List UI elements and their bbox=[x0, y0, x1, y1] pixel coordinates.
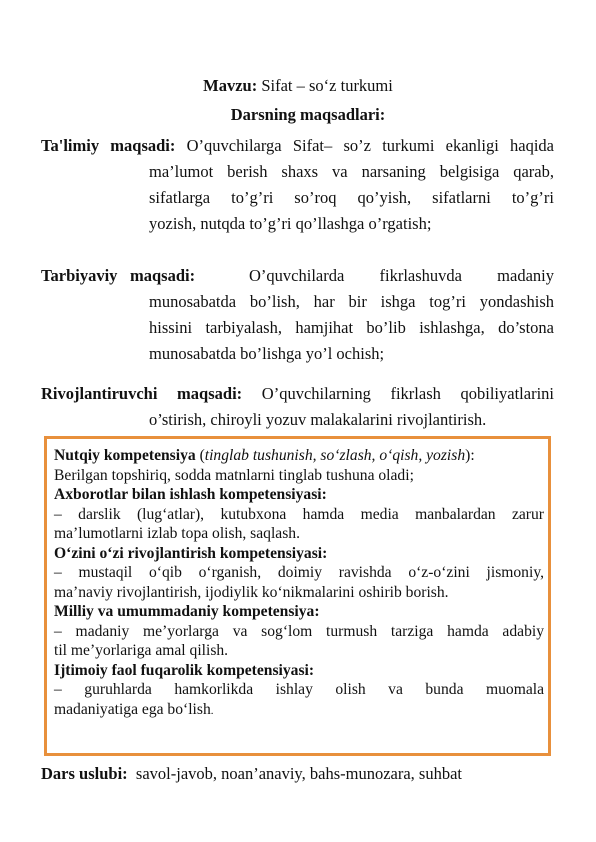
self-development-title-line bbox=[54, 544, 544, 564]
information-competence-line-2: ma’lumotlarni izlab topa olish, saqlash. bbox=[54, 525, 300, 542]
developmental-goal-body bbox=[149, 407, 554, 433]
developmental-goal-first: O’quvchilarning fikrlash qobiliyatlarini bbox=[242, 384, 554, 403]
lesson-method-label: Dars uslubi: bbox=[41, 764, 128, 783]
civic-line-2: madaniyatiga ega bo‘lish bbox=[54, 700, 211, 718]
upbringing-line-1: munosabatda bo’lish, har bir ishga tog’ri yondashish bbox=[149, 292, 554, 311]
goals-title bbox=[10, 105, 596, 125]
self-development-line-1: – mustaqil o‘qib o‘rganish, doimiy ravishda o‘z-o‘zini jismoniy, bbox=[54, 564, 544, 581]
civic-line-end: . bbox=[210, 704, 214, 717]
speech-competence-skills: tinglab tushunish, so‘zlash, o‘qish, yozish bbox=[204, 447, 466, 464]
upbringing-line-2: hissini tarbiyalash, hamjihat bo’lib ishlashga, do’stona bbox=[149, 318, 554, 337]
upbringing-goal-label: Tarbiyaviy bbox=[41, 266, 118, 285]
educational-goal bbox=[41, 133, 554, 159]
cultural-line-1: – madaniy me’yorlarga va sog‘lom turmush tarziga hamda adabiy bbox=[54, 622, 544, 640]
educational-line-2: sifatlarga to’g’ri so’roq qo’yish, sifatlarni to’g’ri bbox=[149, 188, 554, 207]
educational-line-3: yozish, nutqda to’g’ri qo’llashga o’rgatish; bbox=[149, 214, 432, 233]
upbringing-goal-first: O’quvchilarda fikrlashuvda madaniy bbox=[249, 266, 554, 285]
educational-line-1: ma’lumot berish shaxs va narsaning belgisiga qarab, bbox=[149, 162, 554, 181]
speech-competence-title-line bbox=[54, 446, 544, 466]
upbringing-goal-body bbox=[149, 289, 554, 367]
upbringing-goal-label-2: maqsadi: bbox=[130, 266, 196, 285]
speech-close-paren: ): bbox=[465, 447, 475, 464]
information-competence-title: Axborotlar bilan ishlash kompetensiyasi: bbox=[54, 486, 327, 503]
educational-goal-body bbox=[149, 159, 554, 237]
cultural-competence-title: Milliy va umummadaniy kompetensiya: bbox=[54, 603, 320, 620]
goals-title-text: Darsning maqsadlari: bbox=[230, 105, 386, 124]
developmental-line-1: o’stirish, chiroyli yozuv malakalarini rivojlantirish. bbox=[149, 410, 487, 429]
competences-list bbox=[54, 446, 544, 719]
developmental-goal-first-line bbox=[41, 381, 554, 407]
educational-goal-first: O’quvchilarga Sifat– so’z turkumi ekanligi haqida bbox=[175, 136, 555, 155]
speech-open-paren: ( bbox=[195, 447, 205, 464]
developmental-goal bbox=[41, 381, 554, 407]
information-competence-line-1: – darslik (lug‘atlar), kutubxona hamda media manbalardan zarur bbox=[54, 505, 544, 523]
self-development-competence-title: O‘zini o‘zi rivojlantirish kompetensiyasi: bbox=[54, 544, 328, 562]
upbringing-line-3: munosabatda bo’lishga yo’l ochish; bbox=[149, 344, 385, 363]
developmental-goal-label: Rivojlantiruvchi maqsadi: bbox=[41, 384, 243, 403]
cultural-title-line bbox=[54, 602, 544, 622]
cultural-line-2: til me’yorlariga amal qilish. bbox=[54, 642, 229, 659]
educational-goal-first-line bbox=[41, 133, 554, 159]
topic-label: Mavzu: bbox=[203, 76, 258, 95]
information-competence-title-line bbox=[54, 485, 544, 505]
topic-value: Sifat – so‘z turkumi bbox=[257, 76, 393, 95]
topic-heading bbox=[0, 76, 596, 96]
lesson-method-value: savol-javob, noan’anaviy, bahs-munozara, suhbat bbox=[127, 764, 462, 783]
upbringing-goal bbox=[41, 263, 554, 289]
upbringing-goal-first-line bbox=[41, 263, 554, 289]
speech-competence-text: Berilgan topshiriq, sodda matnlarni tinglab tushuna oladi; bbox=[54, 466, 414, 484]
speech-competence-title: Nutqiy kompetensiya bbox=[54, 447, 196, 464]
civic-competence-title: Ijtimoiy faol fuqarolik kompetensiyasi: bbox=[54, 661, 315, 679]
lesson-method bbox=[41, 764, 462, 784]
self-development-line-2: ma’naviy rivojlantirish, ijodiylik ko‘nikmalarini oshirib borish. bbox=[54, 583, 449, 601]
civic-title-line bbox=[54, 661, 544, 681]
educational-goal-label: Ta'limiy maqsadi: bbox=[41, 136, 176, 155]
civic-line-2-wrap bbox=[54, 700, 544, 720]
civic-line-1: – guruhlarda hamkorlikda ishlay olish va bunda muomala bbox=[54, 681, 544, 698]
